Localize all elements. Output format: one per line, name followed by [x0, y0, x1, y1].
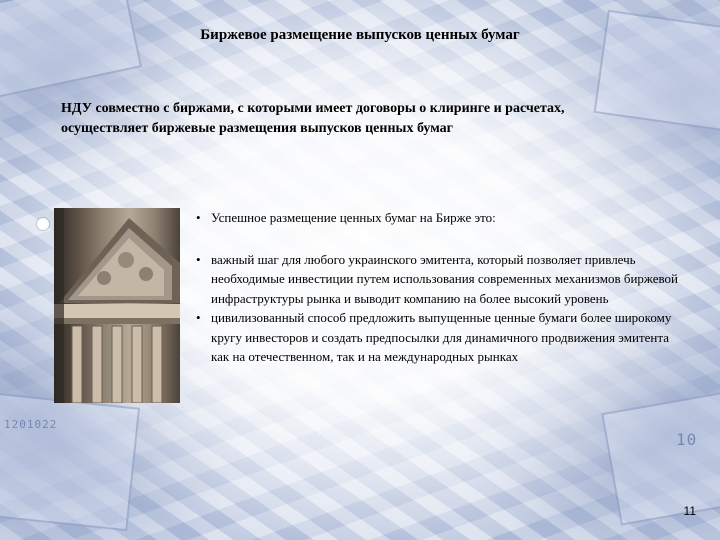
banknote-denomination: 10: [676, 430, 698, 449]
bullet-marker: •: [196, 210, 201, 225]
list-item-text: важный шаг для любого украинского эмитента, который позволяет привлечь необходимые инвестиции путем использования современных механизмов биржевой инфраструктуры рынка и выводит компанию на более высокий уровень: [211, 251, 679, 306]
page-number: 11: [683, 504, 696, 518]
stray-bullet: [37, 218, 49, 230]
list-item: [196, 208, 686, 228]
banknote-serial: 1201022: [4, 418, 58, 431]
intro-paragraph: НДУ совместно с биржами, с которыми имеет договоры о клиринге и расчетах, осуществляет биржевые размещения выпусков ценных бумаг: [61, 101, 565, 136]
list-item-text: цивилизованный способ предложить выпущенные ценные бумаги более широкому кругу инвесторов и создать предпосылки для динамичного продвижения эмитента как на отечественном, так и на международных рынках: [211, 310, 672, 364]
bullet-list: [196, 208, 686, 367]
bullet-marker: •: [196, 310, 201, 325]
bullet-marker: •: [196, 251, 201, 267]
list-item: [196, 250, 686, 309]
banknote-bottom-left: [0, 393, 140, 531]
list-item: [196, 308, 686, 367]
stock-exchange-building-icon: [54, 208, 180, 403]
stock-exchange-photo: [54, 208, 180, 403]
slide-title: Биржевое размещение выпусков ценных бумаг: [200, 27, 520, 43]
list-item-text: Успешное размещение ценных бумаг на Бирже это:: [211, 210, 496, 225]
